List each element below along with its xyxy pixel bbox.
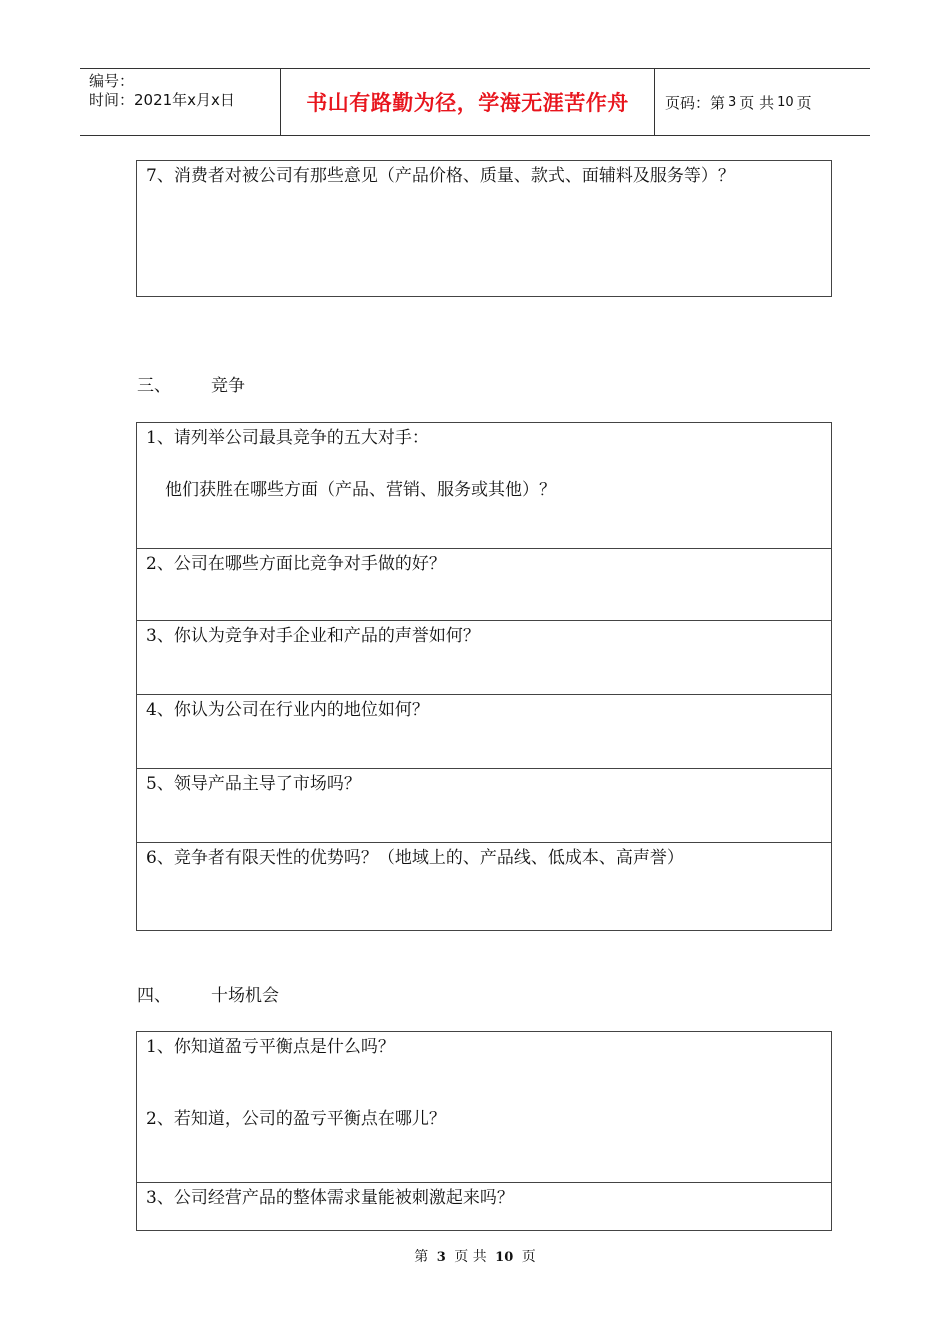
opportunity-q3: 3、公司经营产品的整体需求量能被刺激起来吗？ — [146, 1188, 514, 1208]
competition-q2: 2、公司在哪些方面比竞争对手做的好？ — [146, 554, 446, 574]
section-four-number: 四、 — [137, 986, 171, 1006]
competition-row-3 — [137, 621, 831, 695]
question-7: 7、消费者对被公司有那些意见（产品价格、质量、款式、面辅料及服务等）？ — [146, 166, 735, 186]
footer-page-current: 3 — [436, 1250, 446, 1265]
competition-q4: 4、你认为公司在行业内的地位如何？ — [146, 700, 429, 720]
competition-row-4 — [137, 695, 831, 769]
competition-q6: 6、竞争者有限天性的优势吗？（地域上的、产品线、低成本、高声誉） — [146, 848, 684, 868]
footer-suffix: 页 — [521, 1249, 536, 1265]
header-page-prefix: 页码：第 — [665, 93, 726, 112]
opportunity-q1: 1、你知道盈亏平衡点是什么吗？ — [146, 1037, 395, 1057]
section-three-number: 三、 — [137, 376, 171, 396]
section-three-heading — [137, 375, 245, 397]
competition-q1-sub: 他们获胜在哪些方面（产品、营销、服务或其他）？ — [165, 480, 556, 500]
competition-row-5 — [137, 769, 831, 843]
section-four-title: 十场机会 — [211, 986, 279, 1006]
competition-row-2 — [137, 549, 831, 621]
header-page-current: 3 — [728, 94, 737, 110]
competition-row-6 — [137, 843, 831, 930]
competition-row-1 — [137, 423, 831, 549]
footer-page-total: 10 — [495, 1250, 514, 1265]
header-page-info — [655, 69, 870, 135]
header-page-middle: 页 共 — [739, 93, 775, 112]
competition-q5: 5、领导产品主导了市场吗？ — [146, 774, 361, 794]
footer-prefix: 第 — [414, 1249, 429, 1265]
opportunity-row-2 — [137, 1183, 831, 1230]
header-page-total: 10 — [777, 94, 794, 110]
competition-q3: 3、你认为竞争对手企业和产品的声誉如何？ — [146, 626, 480, 646]
market-opportunity-table — [136, 1031, 832, 1231]
section-four-heading — [137, 985, 279, 1007]
header-page-suffix: 页 — [796, 93, 812, 112]
document-time-label: 时间：2021年x月x日 — [89, 91, 235, 109]
page-footer — [0, 1246, 950, 1266]
opportunity-q2: 2、若知道，公司的盈亏平衡点在哪儿？ — [146, 1109, 446, 1129]
competition-table — [136, 422, 832, 931]
section-three-title: 竞争 — [211, 376, 245, 396]
footer-middle: 页 共 — [454, 1249, 487, 1265]
document-number-label: 编号： — [89, 72, 135, 90]
competition-q1: 1、请列举公司最具竞争的五大对手： — [146, 428, 429, 448]
page-header — [80, 68, 870, 136]
header-motto: 书山有路勤为径，学海无涯苦作舟 — [281, 69, 655, 135]
consumer-opinion-box — [136, 160, 832, 297]
opportunity-row-1 — [137, 1032, 831, 1183]
header-meta — [80, 69, 281, 135]
